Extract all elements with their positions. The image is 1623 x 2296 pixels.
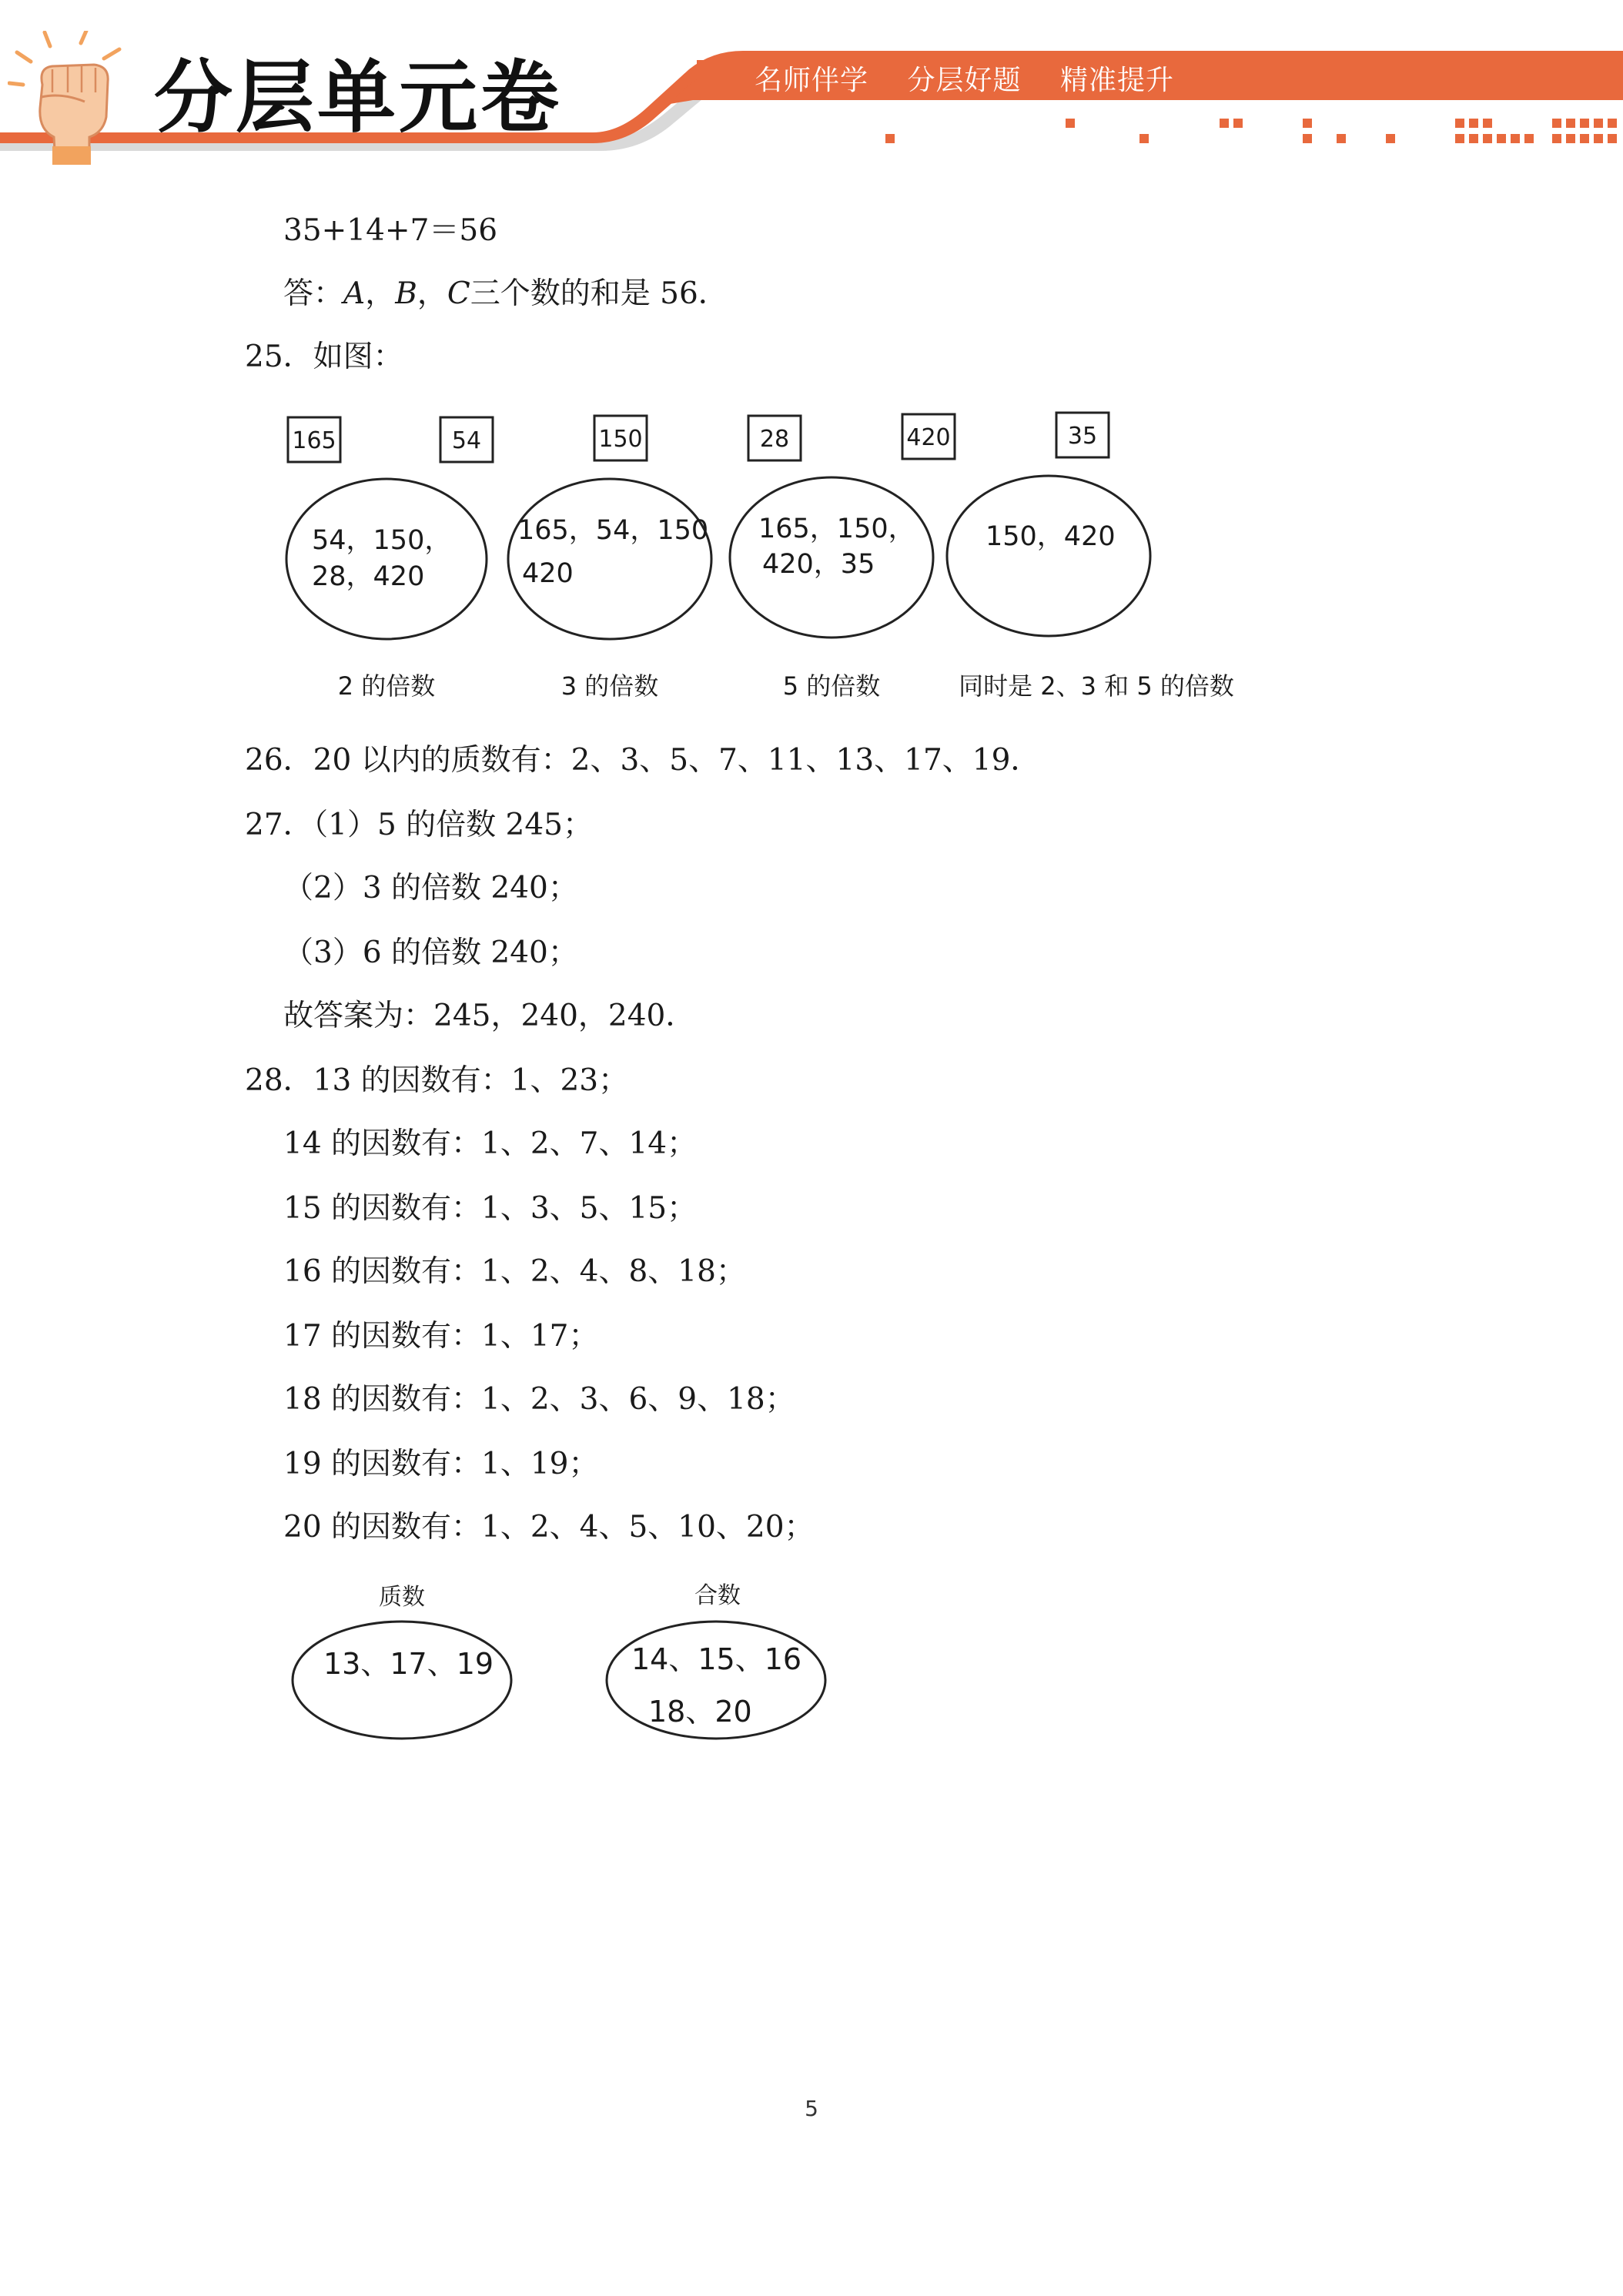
var-a: A [343, 276, 366, 311]
separator: ， [365, 276, 396, 311]
oval-text: 150，420 [986, 521, 1116, 552]
oval-text: 165，54，150 [517, 515, 709, 546]
question-26: 26．20 以内的质数有：2、3、5、7、11、13、17、19． [245, 743, 1041, 778]
slogan-item: 精准提升 [1059, 65, 1174, 96]
box-label: 420 [906, 424, 951, 451]
oval-caption: 5 的倍数 [782, 671, 881, 701]
oval-text: 28，420 [312, 561, 425, 592]
text-line: （2）3 的倍数 240； [283, 871, 578, 905]
number-boxes [288, 413, 1109, 462]
page-header [0, 0, 1623, 177]
var-c: C [447, 276, 470, 311]
raised-fist-icon [8, 31, 139, 169]
answer-prefix: 答： [283, 276, 344, 311]
text-line: （3）6 的倍数 240； [283, 935, 578, 970]
text-line: 故答案为：245，240，240． [283, 999, 696, 1033]
question-28: 28．13 的因数有：1、23； [245, 1063, 629, 1098]
oval-text: 18、20 [648, 1695, 752, 1729]
header-title: 分层单元卷 [154, 52, 562, 144]
question-27: 27．（1）5 的倍数 245； [245, 808, 593, 842]
slogan-item: 分层好题 [907, 65, 1022, 96]
oval-text: 14、15、16 [631, 1642, 802, 1676]
text-line: 20 的因数有：1、2、4、5、10、20； [283, 1510, 815, 1545]
text-line: 18 的因数有：1、2、3、6、9、18； [283, 1382, 795, 1417]
oval-text: 420 [522, 558, 574, 589]
question-25: 25．如图： [245, 340, 403, 374]
prime-composite-diagram [285, 1571, 839, 1755]
oval-text: 165，150， [758, 514, 915, 544]
text-line: 15 的因数有：1、3、5、15； [283, 1191, 698, 1226]
answer-suffix: 三个数的和是 56． [470, 276, 728, 311]
header-decor-squares [885, 119, 1617, 143]
box-label: 165 [292, 427, 336, 454]
oval-text: 420，35 [762, 549, 875, 580]
set-ovals [286, 476, 1150, 639]
var-b: B [395, 276, 417, 311]
oval-caption: 合数 [694, 1582, 741, 1609]
oval-caption: 质数 [379, 1584, 425, 1611]
text-line: 19 的因数有：1、19； [283, 1447, 599, 1481]
oval-text: 54，150， [312, 525, 452, 556]
set-oval [286, 479, 487, 639]
oval-caption: 3 的倍数 [561, 671, 659, 701]
box-label: 28 [759, 426, 790, 453]
oval-text: 13、17、19 [323, 1647, 494, 1681]
box-label: 35 [1067, 423, 1098, 450]
slogan-item: 名师伴学 [755, 65, 869, 96]
multiples-diagram [277, 400, 1247, 716]
box-label: 150 [598, 426, 643, 453]
box-label: 54 [451, 427, 482, 454]
text-line: 17 的因数有：1、17； [283, 1319, 599, 1354]
header-slogan [755, 59, 1203, 98]
text-line: 16 的因数有：1、2、4、8、18； [283, 1254, 746, 1289]
separator: ， [417, 276, 447, 311]
oval-caption: 同时是 2、3 和 5 的倍数 [959, 671, 1234, 701]
page-number: 5 [805, 2096, 818, 2121]
oval-caption: 2 的倍数 [337, 671, 436, 701]
answer-line [283, 276, 728, 311]
set-oval [947, 476, 1150, 636]
text-line: 35+14+7＝56 [283, 213, 498, 248]
text-line: 14 的因数有：1、2、7、14； [283, 1126, 698, 1161]
